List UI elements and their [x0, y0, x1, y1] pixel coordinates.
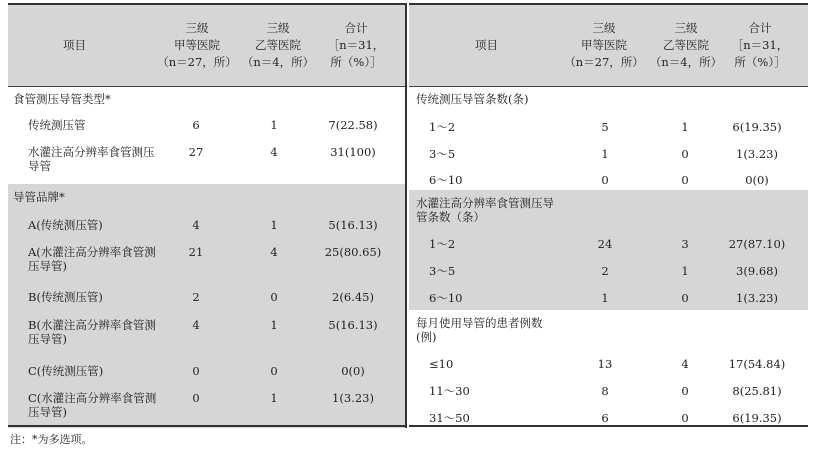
- cell-col1: 27: [188, 145, 204, 159]
- header-col2-line3: （n＝4，所）: [241, 55, 315, 69]
- cell-col1: 8: [601, 384, 609, 398]
- row-label: 1～2: [429, 120, 456, 134]
- section-label: 水灌注高分辨率食管测压导管条数（条）: [416, 196, 554, 224]
- brand-block: [8, 184, 405, 428]
- cell-col1: 24: [597, 237, 613, 251]
- header-col2-line3: （n＝4，所）: [649, 55, 723, 69]
- cell-col1: 1: [601, 291, 609, 305]
- cell-col3: 17(54.84): [728, 357, 786, 371]
- table-row: [8, 139, 405, 184]
- table-header: [409, 5, 808, 87]
- cell-col2: 1: [681, 120, 689, 134]
- cell-col2: 1: [270, 391, 278, 405]
- cell-col1: 21: [188, 245, 204, 259]
- cell-col2: 4: [270, 245, 278, 259]
- cell-col1: 4: [192, 218, 200, 232]
- cell-col1: 6: [192, 118, 200, 132]
- cell-col3: 25(80.65): [324, 245, 382, 259]
- header-col2-line2: 乙等医院: [255, 38, 301, 52]
- header-col1-line2: 甲等医院: [174, 38, 220, 52]
- row-label: B(传统测压管): [28, 290, 103, 304]
- table-header: [8, 5, 405, 87]
- header-col3-line1: 合计: [748, 21, 772, 35]
- cell-col2: 0: [681, 384, 689, 398]
- row-label: 6～10: [429, 173, 463, 187]
- cell-col1: 2: [192, 290, 200, 304]
- panel-divider: [405, 3, 407, 428]
- cell-col3: 2(6.45): [332, 290, 374, 304]
- row-label: 3～5: [429, 147, 456, 161]
- cell-col3: 0(0): [745, 173, 769, 187]
- cell-col1: 0: [192, 364, 200, 378]
- cell-col3: 27(87.10): [728, 237, 786, 251]
- table-row: [8, 111, 405, 139]
- cell-col2: 1: [270, 218, 278, 232]
- row-label: 水灌注高分辨率食管测压导管: [28, 145, 155, 173]
- row-label: C(水灌注高分辨率食管测压导管): [28, 391, 157, 419]
- header-col3-line3: 所（%）］: [330, 55, 382, 69]
- cell-col3: 7(22.58): [328, 118, 378, 132]
- hr-catheter-count-block: [409, 190, 808, 310]
- cell-col2: 0: [681, 291, 689, 305]
- catheter-count-block: [409, 86, 808, 190]
- cell-col3: 31(100): [330, 145, 376, 159]
- row-label: 31～50: [429, 411, 470, 425]
- section-label: 导管品牌*: [13, 190, 65, 204]
- header-col1-line3: （n＝27，所）: [564, 55, 644, 69]
- header-item: 项目: [475, 38, 498, 52]
- cell-col1: 4: [192, 318, 200, 332]
- header-col2-line1: 三级: [266, 21, 290, 35]
- cell-col2: 1: [681, 264, 689, 278]
- row-label: 3～5: [429, 264, 456, 278]
- header-col3-line1: 合计: [344, 21, 368, 35]
- patients-block: [409, 310, 808, 428]
- cell-col1: 0: [192, 391, 200, 405]
- row-label: 6～10: [429, 291, 463, 305]
- cell-col1: 0: [601, 173, 609, 187]
- header-col1-line1: 三级: [185, 21, 209, 35]
- section-row: [8, 86, 405, 111]
- cell-col3: 6(19.35): [732, 411, 782, 425]
- row-label: 11～30: [429, 384, 470, 398]
- cell-col2: 4: [681, 357, 689, 371]
- header-col1-line3: （n＝27，所）: [157, 55, 237, 69]
- header-item: 项目: [63, 38, 86, 52]
- cell-col2: 0: [681, 173, 689, 187]
- header-col3-line3: 所（%）］: [734, 55, 786, 69]
- cell-col3: 3(9.68): [736, 264, 778, 278]
- cell-col1: 5: [601, 120, 609, 134]
- cell-col3: 5(16.13): [328, 318, 378, 332]
- row-label: ≤10: [429, 357, 454, 371]
- cell-col2: 0: [681, 411, 689, 425]
- cell-col3: 5(16.13): [328, 218, 378, 232]
- header-col2-line2: 乙等医院: [663, 38, 709, 52]
- cell-col2: 0: [270, 290, 278, 304]
- section-label: 每月使用导管的患者例数(例): [416, 316, 543, 344]
- cell-col1: 2: [601, 264, 609, 278]
- cell-col3: 6(19.35): [732, 120, 782, 134]
- section-label: 传统测压导管条数(条): [416, 92, 529, 106]
- row-label: A(传统测压管): [28, 218, 103, 232]
- header-col1-line1: 三级: [592, 21, 616, 35]
- row-label: 传统测压管: [28, 118, 86, 132]
- cell-col2: 3: [681, 237, 689, 251]
- header-col3-line2: ［n＝31，: [327, 38, 385, 52]
- row-label: C(传统测压管): [28, 364, 104, 378]
- cell-col3: 1(3.23): [736, 147, 778, 161]
- row-label: A(水灌注高分辨率食管测压导管): [28, 245, 156, 273]
- cell-col3: 1(3.23): [332, 391, 374, 405]
- cell-col3: 0(0): [341, 364, 365, 378]
- row-label: 1～2: [429, 237, 456, 251]
- header-col3-line2: ［n＝31，: [731, 38, 789, 52]
- header-col2-line1: 三级: [674, 21, 698, 35]
- row-label: B(水灌注高分辨率食管测压导管): [28, 318, 156, 346]
- section-label: 食管测压导管类型*: [13, 92, 111, 106]
- cell-col2: 0: [270, 364, 278, 378]
- cell-col3: 8(25.81): [732, 384, 782, 398]
- cell-col2: 4: [270, 145, 278, 159]
- cell-col1: 6: [601, 411, 609, 425]
- footnote: 注：*为多选项。: [10, 433, 93, 446]
- cell-col2: 1: [270, 318, 278, 332]
- header-col1-line2: 甲等医院: [581, 38, 627, 52]
- cell-col1: 13: [597, 357, 613, 371]
- cell-col2: 1: [270, 118, 278, 132]
- cell-col3: 1(3.23): [736, 291, 778, 305]
- cell-col2: 0: [681, 147, 689, 161]
- cell-col1: 1: [601, 147, 609, 161]
